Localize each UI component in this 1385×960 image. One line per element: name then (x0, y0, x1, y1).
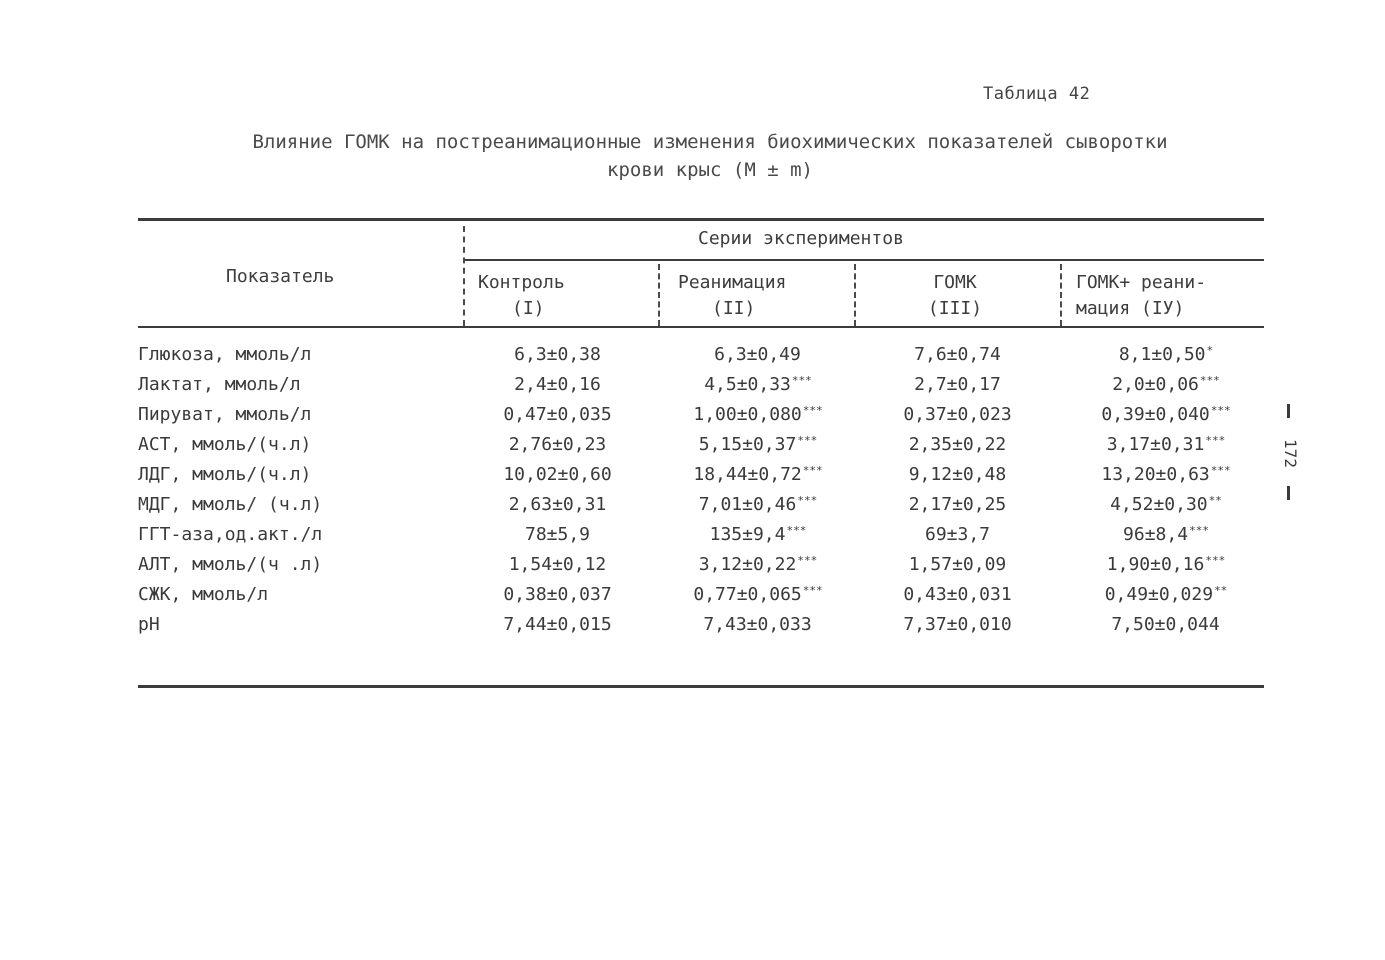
significance-mark: *** (1210, 404, 1231, 417)
value-cell (1066, 344, 1266, 365)
row-indicator-label: МДГ, ммоль/ (ч.л) (138, 494, 323, 515)
value-text: 4,52±0,30 (1110, 494, 1208, 515)
value-cell (858, 404, 1058, 425)
value-cell (458, 614, 658, 635)
header-column-gomk-reanimation: ГОМК+ реани- мация (IУ) (1076, 272, 1207, 319)
table-row (138, 524, 1264, 552)
value-text: 0,77±0,065 (693, 584, 802, 605)
value-text: 7,01±0,46 (698, 494, 797, 515)
value-cell (658, 344, 858, 365)
value-cell (858, 374, 1058, 395)
header-column-gomk: ГОМК (III) (927, 272, 983, 319)
value-text: 0,39±0,040 (1101, 404, 1210, 425)
header-column-divider (658, 264, 660, 326)
value-text: 135±9,4 (709, 524, 786, 545)
value-text: 1,00±0,080 (693, 404, 802, 425)
value-cell (658, 554, 858, 575)
value-text: 7,44±0,015 (503, 614, 612, 635)
significance-mark: *** (797, 494, 818, 507)
value-cell (1066, 464, 1266, 485)
row-indicator-label: АСТ, ммоль/(ч.л) (138, 434, 312, 455)
header-column-divider (1060, 264, 1062, 326)
value-cell (458, 524, 658, 545)
value-text: 2,35±0,22 (908, 434, 1007, 455)
value-text: 2,17±0,25 (908, 494, 1007, 515)
row-indicator-label: СЖК, ммоль/л (138, 584, 269, 605)
significance-mark: *** (1199, 374, 1220, 387)
value-text: 6,3±0,38 (514, 344, 601, 365)
value-cell (458, 404, 658, 425)
value-cell (458, 554, 658, 575)
page-number-mark (1276, 404, 1306, 504)
value-text: 78±5,9 (524, 524, 591, 545)
value-text: 3,17±0,31 (1106, 434, 1205, 455)
row-indicator-label: ЛДГ, ммоль/(ч.л) (138, 464, 312, 485)
value-text: 7,50±0,044 (1111, 614, 1220, 635)
page-number: 172 (1280, 439, 1300, 468)
header-column-divider (463, 226, 465, 326)
value-text: 4,5±0,33 (704, 374, 791, 395)
value-cell (458, 584, 658, 605)
row-indicator-label: Глюкоза, ммоль/л (138, 344, 312, 365)
value-text: 6,3±0,49 (714, 344, 801, 365)
table-top-rule (138, 218, 1264, 221)
value-cell (1066, 584, 1266, 605)
value-cell (1066, 434, 1266, 455)
value-text: 9,12±0,48 (908, 464, 1007, 485)
table-number-label: Таблица 42 (983, 84, 1091, 104)
row-indicator-label: Лактат, ммоль/л (138, 374, 301, 395)
value-text: 0,47±0,035 (503, 404, 612, 425)
value-cell (658, 584, 858, 605)
value-cell (658, 524, 858, 545)
value-text: 7,37±0,010 (903, 614, 1012, 635)
value-cell (458, 494, 658, 515)
row-indicator-label: ГГТ-аза,од.акт./л (138, 524, 323, 545)
value-text: 69±3,7 (924, 524, 991, 545)
header-column-control: Контроль (I) (478, 272, 565, 319)
value-cell (1066, 524, 1266, 545)
value-text: 1,57±0,09 (908, 554, 1007, 575)
header-column-divider (854, 264, 856, 326)
value-text: 7,6±0,74 (914, 344, 1001, 365)
significance-mark: ** (1208, 494, 1222, 507)
value-text: 2,7±0,17 (914, 374, 1001, 395)
header-series: Серии экспериментов (698, 228, 904, 249)
value-cell (1066, 374, 1266, 395)
value-text: 8,1±0,50 (1118, 344, 1206, 365)
value-text: 10,02±0,60 (503, 464, 612, 485)
value-cell (458, 464, 658, 485)
value-cell (858, 524, 1058, 545)
table-row (138, 614, 1264, 642)
header-indicator: Показатель (226, 266, 335, 287)
page-number-dash (1287, 486, 1290, 500)
value-cell (458, 344, 658, 365)
significance-mark: *** (797, 434, 818, 447)
value-cell (658, 374, 858, 395)
value-cell (658, 404, 858, 425)
value-text: 5,15±0,37 (698, 434, 797, 455)
value-cell (858, 614, 1058, 635)
row-indicator-label: АЛТ, ммоль/(ч .л) (138, 554, 323, 575)
table-row (138, 374, 1264, 402)
value-cell (858, 554, 1058, 575)
significance-mark: ** (1214, 584, 1228, 597)
value-text: 2,76±0,23 (508, 434, 607, 455)
value-cell (658, 614, 858, 635)
value-text: 13,20±0,63 (1101, 464, 1210, 485)
header-middle-rule (464, 259, 1264, 261)
significance-mark: *** (797, 554, 818, 567)
value-text: 2,4±0,16 (514, 374, 601, 395)
significance-mark: *** (791, 374, 812, 387)
value-text: 0,43±0,031 (903, 584, 1012, 605)
value-text: 2,0±0,06 (1112, 374, 1199, 395)
row-indicator-label: рН (138, 614, 160, 635)
value-cell (458, 434, 658, 455)
table-row (138, 584, 1264, 612)
table-row (138, 404, 1264, 432)
caption-line-2: крови крыс (M ± m) (607, 159, 813, 181)
value-cell (658, 494, 858, 515)
significance-mark: *** (1205, 554, 1226, 567)
significance-mark: *** (802, 464, 823, 477)
value-cell (658, 434, 858, 455)
table-caption (170, 128, 1250, 184)
header-bottom-rule (138, 326, 1264, 328)
row-indicator-label: Пируват, ммоль/л (138, 404, 312, 425)
table-row (138, 434, 1264, 462)
value-cell (1066, 494, 1266, 515)
value-text: 2,63±0,31 (508, 494, 607, 515)
value-cell (458, 374, 658, 395)
value-text: 18,44±0,72 (693, 464, 802, 485)
significance-mark: *** (786, 524, 807, 537)
value-text: 0,37±0,023 (903, 404, 1012, 425)
significance-mark: *** (802, 404, 823, 417)
value-cell (1066, 614, 1266, 635)
value-cell (858, 464, 1058, 485)
significance-mark: *** (802, 584, 823, 597)
table-row (138, 464, 1264, 492)
value-cell (1066, 554, 1266, 575)
page-number-dash (1287, 404, 1290, 418)
significance-mark: *** (1205, 434, 1226, 447)
value-cell (858, 584, 1058, 605)
significance-mark: * (1206, 344, 1214, 357)
value-cell (858, 434, 1058, 455)
significance-mark: *** (1210, 464, 1231, 477)
value-cell (1066, 404, 1266, 425)
table-row (138, 494, 1264, 522)
value-text: 1,54±0,12 (508, 554, 607, 575)
value-text: 7,43±0,033 (703, 614, 812, 635)
value-text: 0,49±0,029 (1104, 584, 1214, 605)
value-cell (658, 464, 858, 485)
table-bottom-rule (138, 685, 1264, 688)
value-text: 96±8,4 (1123, 524, 1189, 545)
caption-line-1: Влияние ГОМК на постреанимационные изменения биохимических показателей сыворотки (252, 131, 1168, 153)
value-text: 1,90±0,16 (1106, 554, 1205, 575)
value-text: 3,12±0,22 (698, 554, 797, 575)
header-column-reanimation: Реанимация (II) (678, 272, 787, 319)
significance-mark: *** (1189, 524, 1209, 537)
value-cell (858, 494, 1058, 515)
table-row (138, 344, 1264, 372)
value-cell (858, 344, 1058, 365)
value-text: 0,38±0,037 (503, 584, 612, 605)
table-row (138, 554, 1264, 582)
